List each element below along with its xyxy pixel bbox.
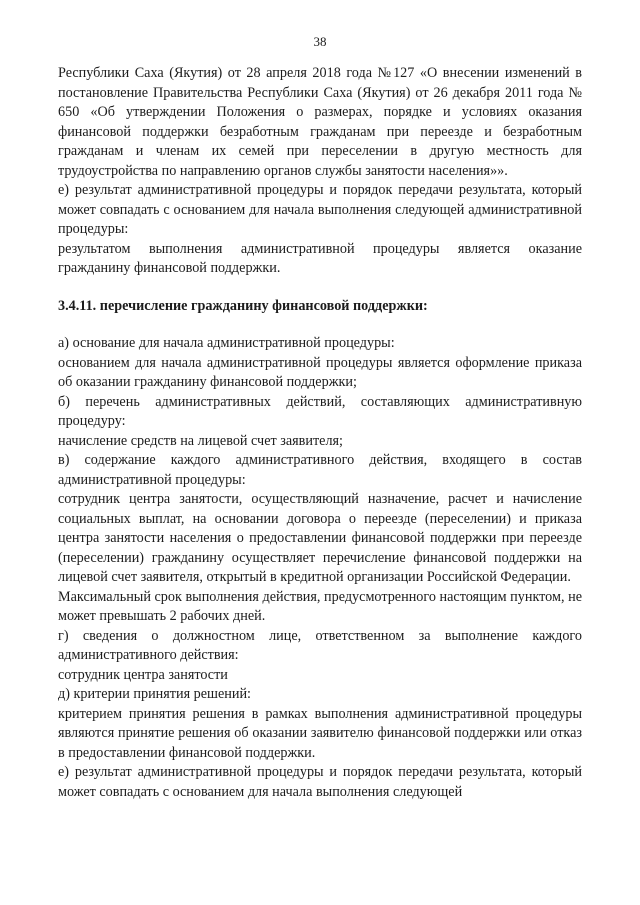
item-f-title: е) результат административной процедуры и порядок передачи результата, который может совпадать с основанием для начала выполнения следующей — [58, 764, 582, 800]
item-c-title: в) содержание каждого административного действия, входящего в состав административной процедуры: — [58, 452, 582, 488]
item-a-title: а) основание для начала административной процедуры: — [58, 335, 395, 351]
item-b-text: начисление средств на лицевой счет заявителя; — [58, 432, 344, 449]
paragraph-decree-reference: Республики Саха (Якутия) от 28 апреля 2018 года №127 «О внесении изменений в постановление Правительства Республики Саха (Якутия) от 26 декабря 2011 года № 650 «Об утверждении Положения о размерах, порядке и условиях оказания финансовой поддержки безработным гражданам при переезде и безработным гражданам и членам их семей при переселении в другую местность для трудоустройства по направлению органов службы занятости населения»». — [58, 65, 582, 179]
item-d-title: г) сведения о должностном лице, ответственном за выполнение каждого административного действия: — [58, 627, 582, 663]
intro-section — [58, 64, 582, 279]
item-c-deadline: Максимальный срок выполнения действия, предусмотренного настоящим пунктом, не может превышать 2 рабочих дней. — [58, 588, 582, 624]
page-number: 38 — [313, 34, 327, 49]
paragraph-result-procedure: е) результат административной процедуры и порядок передачи результата, который может совпадать с основанием для начала выполнения следующей административной процедуры: — [58, 182, 582, 237]
item-b-title: б) перечень административных действий, составляющих административную процедуру: — [58, 393, 582, 429]
section-body — [58, 334, 582, 802]
item-a-text: основанием для начала административной процедуры является оформление приказа об оказании гражданину финансовой поддержки; — [58, 354, 582, 390]
item-e-title: д) критерии принятия решений: — [58, 686, 251, 702]
item-e-text: критерием принятия решения в рамках выполнения административной процедуры являются принятие решения об оказании заявителю финансовой поддержки или отказ в предоставлении финансовой поддержки. — [58, 705, 582, 761]
item-c-text: сотрудник центра занятости, осуществляющий назначение, расчет и начисление социальных выплат, на основании договора о переезде (переселении) и приказа центра занятости населения о предоставлении финансовой поддержки при переезде (переселении) гражданину осуществляет перечисление финансовой поддержки на лицевой счет заявителя, открытый в кредитной организации Российской Федерации. — [58, 491, 582, 585]
item-d-text: сотрудник центра занятости — [58, 666, 228, 683]
section-heading: 3.4.11. перечисление гражданину финансовой поддержки: — [58, 297, 428, 314]
paragraph-result-statement: результатом выполнения административной процедуры является оказание гражданину финансовой поддержки. — [58, 240, 582, 276]
